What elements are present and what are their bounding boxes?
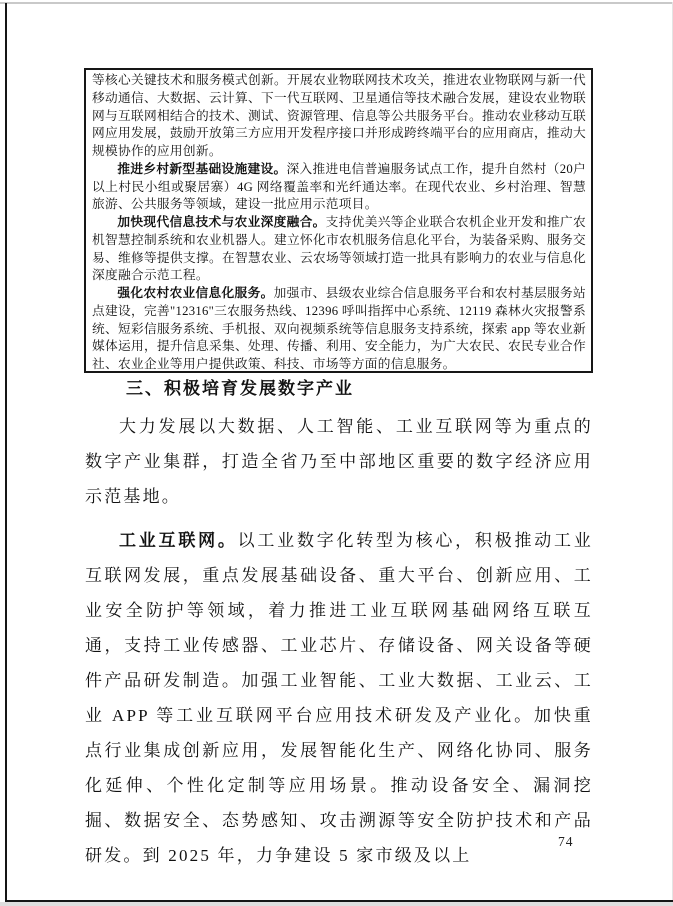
box-paragraph-text: 支持优美兴等企业联合农机企业开发和推广农机智慧控制系统和农业机器人。建立怀化市农机服务信息化平台，为装备采购、服务交易、维修等提供支撑。在智慧农业、云农场等领域打造一批具有影响力的农业与信息化深度融合示范工程。	[92, 215, 586, 283]
document-body	[85, 378, 593, 873]
body-paragraph-text: 以工业数字化转型为核心，积极推动工业互联网发展，重点发展基础设备、重大平台、创新应用、工业安全防护等领域，着力推进工业互联网基础网络互联互通，支持工业传感器、工业芯片、存储设备、网关设备等硬件产品研发制造。加强工业智能、工业大数据、工业云、工业 APP 等工业互联网平台应用技术研发及产业化。加快重点行业集成创新应用，发展智能化生产、网络化协同、服务化延伸、个性化定制等应用场景。推动设备安全、漏洞挖掘、数据安全、态势感知、攻击溯源等安全防护技术和产品研发。到 2025 年，力争建设 5 家市级及以上	[85, 531, 593, 865]
page-edge-bottom-strip	[0, 902, 673, 906]
box-paragraph-lead: 加快现代信息技术与农业深度融合。	[117, 215, 326, 229]
callout-box	[84, 68, 593, 373]
box-paragraph	[92, 214, 586, 285]
box-paragraph-text: 深入推进电信普遍服务试点工作，提升自然村（20户以上村民小组或聚居寨）4G 网络覆盖率和光纤通达率。在现代农业、乡村治理、智慧旅游、公共服务等领域，建设一批应用示范项目。	[92, 161, 586, 212]
box-paragraph	[92, 285, 586, 373]
box-paragraph-lead: 强化农村农业信息化服务。	[117, 286, 274, 300]
body-paragraph	[85, 523, 593, 873]
page-number: 74	[558, 834, 574, 849]
page-edge-top	[0, 2, 673, 4]
body-paragraph-text: 大力发展以大数据、人工智能、工业互联网等为重点的数字产业集群，打造全省乃至中部地区重要的数字经济应用示范基地。	[85, 417, 593, 506]
body-paragraph	[85, 409, 593, 514]
box-paragraph-lead: 推进乡村新型基础设施建设。	[117, 161, 287, 176]
box-paragraph	[92, 72, 586, 161]
box-paragraph-text: 等核心关键技术和服务模式创新。开展农业物联网技术攻关，推进农业物联网与新一代移动通信、大数据、云计算、下一代互联网、卫星通信等技术融合发展，建设农业物联网与互联网相结合的技术、测试、资源管理、信息等公共服务平台。推动农业移动互联网应用发展，鼓励开放第三方应用开发程序接口并形成跨终端平台的应用商店，推动大规模协作的应用创新。	[92, 73, 586, 158]
section-heading: 三、积极培育发展数字产业	[126, 379, 354, 398]
box-paragraph	[92, 161, 586, 214]
body-paragraph-lead: 工业互联网。	[119, 531, 238, 550]
page-edge-left	[5, 3, 7, 902]
box-paragraph-text: 加强市、县级农业综合信息服务平台和农村基层服务站点建设，完善"12316"三农服务热线、12396 呼叫指挥中心系统、12119 森林火灾报警系统、短彩信服务系统、手机报、双向视频系统等信息服务支持系统，探索 app 等农业新媒体运用，提升信息采集、处理、传播、利用、安全能力，为广大农民、农民专业合作社、农业企业等用户提供政策、科技、市场等方面的信息服务。	[92, 286, 586, 371]
